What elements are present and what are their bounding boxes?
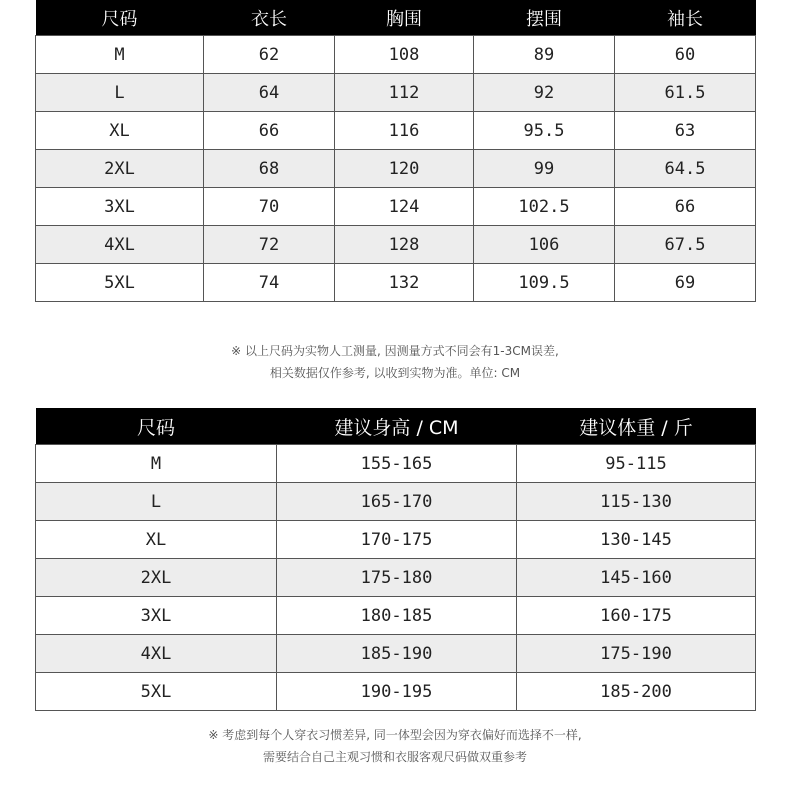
table-row bbox=[36, 264, 756, 302]
cell-hem: 89 bbox=[474, 36, 615, 74]
cell-height: 155-165 bbox=[277, 445, 517, 483]
header-length: 衣长 bbox=[204, 0, 335, 36]
cell-height: 170-175 bbox=[277, 521, 517, 559]
cell-size: 4XL bbox=[36, 226, 204, 264]
cell-length: 66 bbox=[204, 112, 335, 150]
table-row bbox=[36, 559, 756, 597]
cell-sleeve: 66 bbox=[615, 188, 756, 226]
cell-hem: 102.5 bbox=[474, 188, 615, 226]
table-row bbox=[36, 597, 756, 635]
cell-chest: 128 bbox=[335, 226, 474, 264]
table-row bbox=[36, 673, 756, 711]
table-row bbox=[36, 226, 756, 264]
cell-size: L bbox=[36, 483, 277, 521]
measurement-note-line-2: 相关数据仅作参考, 以收到实物为准。单位: CM bbox=[269, 366, 521, 380]
cell-length: 62 bbox=[204, 36, 335, 74]
cell-height: 175-180 bbox=[277, 559, 517, 597]
cell-weight: 160-175 bbox=[517, 597, 756, 635]
cell-hem: 95.5 bbox=[474, 112, 615, 150]
cell-size: 2XL bbox=[36, 559, 277, 597]
cell-size: 3XL bbox=[36, 597, 277, 635]
fit-note-line-2: 需要结合自己主观习惯和衣服客观尺码做双重参考 bbox=[262, 750, 527, 764]
cell-height: 165-170 bbox=[277, 483, 517, 521]
cell-weight: 95-115 bbox=[517, 445, 756, 483]
cell-size: M bbox=[36, 445, 277, 483]
size-table-header-row bbox=[36, 0, 756, 36]
table-row bbox=[36, 188, 756, 226]
header-size: 尺码 bbox=[36, 0, 204, 36]
cell-size: 2XL bbox=[36, 150, 204, 188]
cell-chest: 108 bbox=[335, 36, 474, 74]
cell-sleeve: 61.5 bbox=[615, 74, 756, 112]
cell-size: L bbox=[36, 74, 204, 112]
table-row bbox=[36, 36, 756, 74]
cell-height: 180-185 bbox=[277, 597, 517, 635]
cell-height: 190-195 bbox=[277, 673, 517, 711]
cell-chest: 120 bbox=[335, 150, 474, 188]
cell-chest: 124 bbox=[335, 188, 474, 226]
cell-weight: 175-190 bbox=[517, 635, 756, 673]
cell-hem: 99 bbox=[474, 150, 615, 188]
cell-length: 72 bbox=[204, 226, 335, 264]
table-row bbox=[36, 74, 756, 112]
table-row bbox=[36, 521, 756, 559]
cell-sleeve: 64.5 bbox=[615, 150, 756, 188]
cell-hem: 109.5 bbox=[474, 264, 615, 302]
fit-table-header-row bbox=[36, 408, 756, 445]
cell-length: 68 bbox=[204, 150, 335, 188]
cell-sleeve: 60 bbox=[615, 36, 756, 74]
fit-note-line-1: ※ 考虑到每个人穿衣习惯差异, 同一体型会因为穿衣偏好而选择不一样, bbox=[208, 728, 582, 742]
header-sleeve: 袖长 bbox=[615, 0, 756, 36]
cell-sleeve: 63 bbox=[615, 112, 756, 150]
cell-size: XL bbox=[36, 112, 204, 150]
fit-note bbox=[0, 724, 790, 768]
header-height: 建议身高 / CM bbox=[277, 408, 517, 445]
cell-size: M bbox=[36, 36, 204, 74]
cell-sleeve: 69 bbox=[615, 264, 756, 302]
header-weight: 建议体重 / 斤 bbox=[517, 408, 756, 445]
measurement-note bbox=[0, 340, 790, 384]
table-row bbox=[36, 445, 756, 483]
cell-chest: 132 bbox=[335, 264, 474, 302]
cell-length: 64 bbox=[204, 74, 335, 112]
cell-chest: 116 bbox=[335, 112, 474, 150]
cell-length: 70 bbox=[204, 188, 335, 226]
size-table bbox=[35, 0, 756, 302]
table-row bbox=[36, 150, 756, 188]
cell-size: 5XL bbox=[36, 673, 277, 711]
header-hem: 摆围 bbox=[474, 0, 615, 36]
cell-size: 4XL bbox=[36, 635, 277, 673]
cell-size: XL bbox=[36, 521, 277, 559]
cell-size: 3XL bbox=[36, 188, 204, 226]
cell-sleeve: 67.5 bbox=[615, 226, 756, 264]
cell-size: 5XL bbox=[36, 264, 204, 302]
cell-height: 185-190 bbox=[277, 635, 517, 673]
table-row bbox=[36, 112, 756, 150]
cell-chest: 112 bbox=[335, 74, 474, 112]
table-row bbox=[36, 483, 756, 521]
cell-weight: 115-130 bbox=[517, 483, 756, 521]
cell-length: 74 bbox=[204, 264, 335, 302]
cell-hem: 106 bbox=[474, 226, 615, 264]
cell-weight: 130-145 bbox=[517, 521, 756, 559]
table-row bbox=[36, 635, 756, 673]
cell-weight: 145-160 bbox=[517, 559, 756, 597]
cell-weight: 185-200 bbox=[517, 673, 756, 711]
measurement-note-line-1: ※ 以上尺码为实物人工测量, 因测量方式不同会有1-3CM误差, bbox=[231, 344, 559, 358]
cell-hem: 92 bbox=[474, 74, 615, 112]
fit-table bbox=[35, 408, 756, 711]
header-size: 尺码 bbox=[36, 408, 277, 445]
header-chest: 胸围 bbox=[335, 0, 474, 36]
